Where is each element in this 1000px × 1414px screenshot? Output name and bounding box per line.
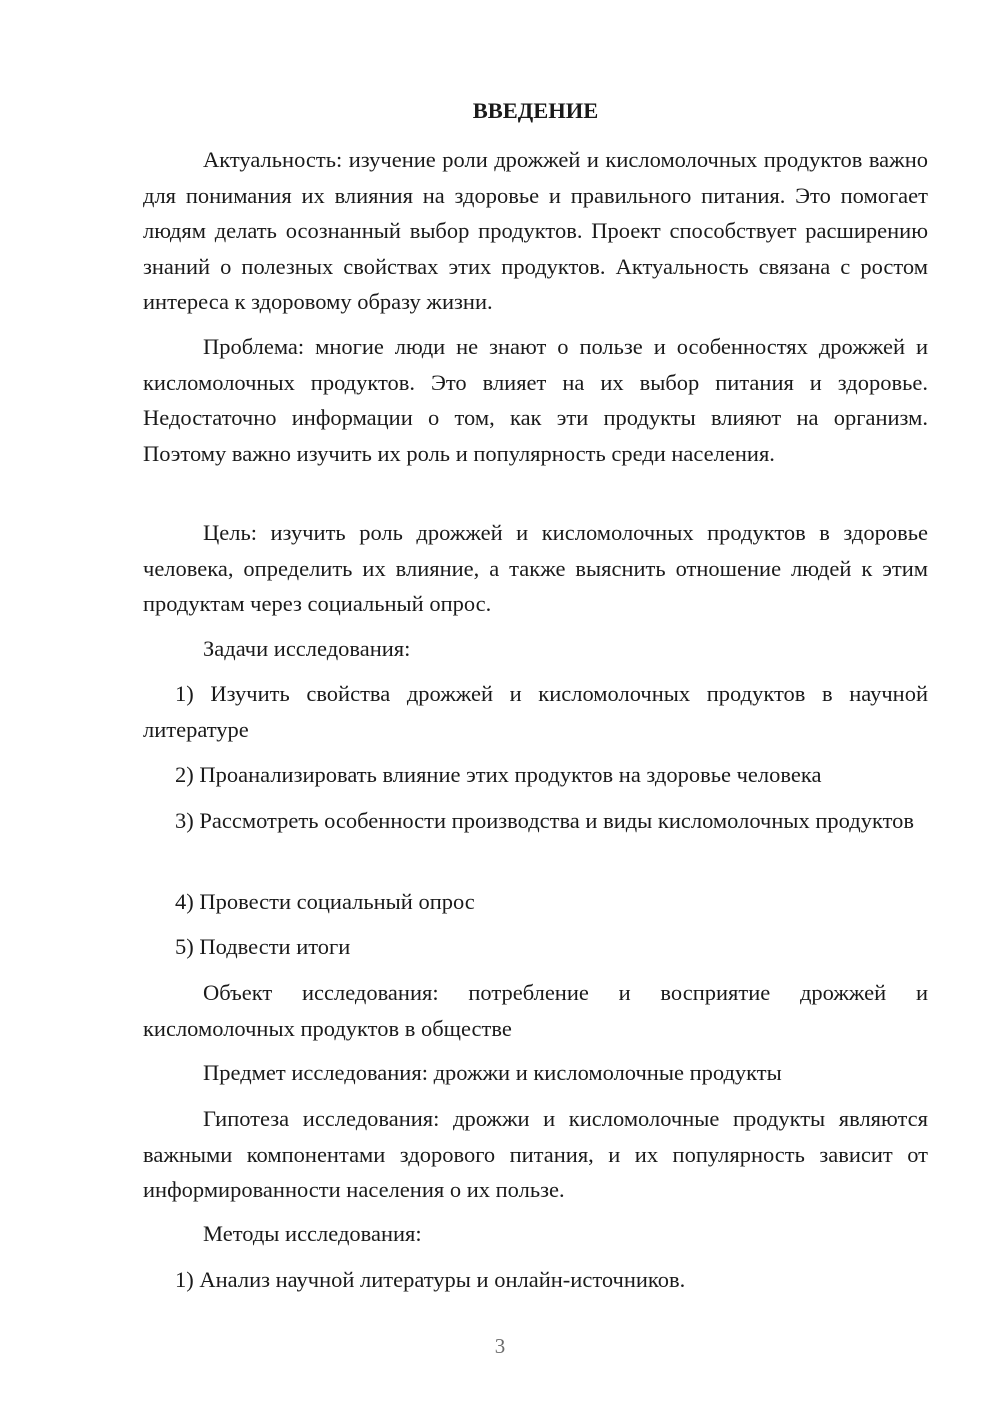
page-title: ВВЕДЕНИЕ [472, 98, 599, 123]
list-item-task-4: 4) Провести социальный опрос [175, 889, 475, 914]
paragraph-goal: Цель: изучить роль дрожжей и кисломолочных продуктов в здоровье человека, определить их влияние, а также выяснить отношение людей к этим продуктам через социальный опрос. [143, 520, 928, 616]
paragraph-problem: Проблема: многие люди не знают о пользе и особенностях дрожжей и кисломолочных продуктов. Это влияет на их выбор питания и здоровье. Недостаточно информации о том, как эти продукты влияют на организм. Поэтому важно изучить их роль и популярность среди населения. [143, 334, 928, 466]
paragraph-object: Объект исследования: потребление и восприятие дрожжей и кисломолочных продуктов в обществе [143, 980, 928, 1041]
page-number: 3 [494, 1334, 506, 1358]
paragraph-tasks-heading: Задачи исследования: [203, 636, 411, 661]
list-item-task-5: 5) Подвести итоги [175, 934, 351, 959]
paragraph-methods-heading: Методы исследования: [203, 1221, 422, 1246]
paragraph-relevance: Актуальность: изучение роли дрожжей и кисломолочных продуктов важно для понимания их влияния на здоровье и правильного питания. Это помогает людям делать осознанный выбор продуктов. Проект способствует расширению знаний о полезных свойствах этих продуктов. Актуальность связана с ростом интереса к здоровому образу жизни. [143, 147, 928, 314]
list-item-method-1: 1) Анализ научной литературы и онлайн-источников. [175, 1267, 686, 1292]
paragraph-hypothesis: Гипотеза исследования: дрожжи и кисломолочные продукты являются важными компонентами здорового питания, и их популярность зависит от информированности населения о их пользе. [143, 1106, 928, 1202]
paragraph-subject: Предмет исследования: дрожжи и кисломолочные продукты [203, 1060, 782, 1085]
list-item-task-3: 3) Рассмотреть особенности производства и виды кисломолочных продуктов [175, 808, 915, 833]
list-item-task-2: 2) Проанализировать влияние этих продуктов на здоровье человека [175, 762, 822, 787]
list-item-task-1: 1) Изучить свойства дрожжей и кисломолочных продуктов в научной литературе [143, 681, 928, 742]
